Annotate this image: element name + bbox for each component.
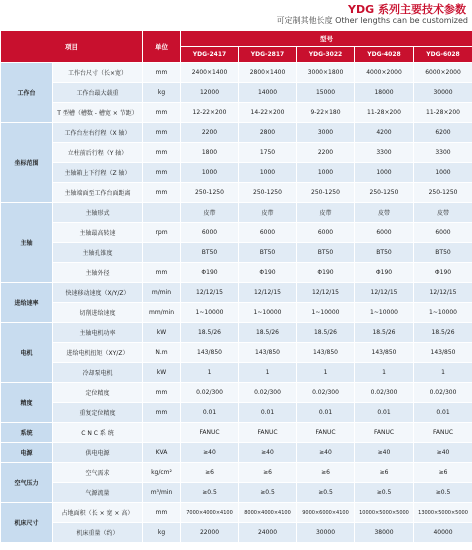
unit-cell: mm <box>143 143 181 163</box>
unit-cell: m³/min <box>143 483 181 503</box>
value-cell: 6000 <box>181 223 239 243</box>
unit-cell: KVA <box>143 443 181 463</box>
value-cell: 30000 <box>414 83 472 103</box>
param-label: 主轴形式 <box>53 203 143 223</box>
value-cell: 6200 <box>414 123 472 143</box>
value-cell: 1000 <box>355 163 414 183</box>
value-cell: 250-1250 <box>355 183 414 203</box>
value-cell: ≥0.5 <box>239 483 297 503</box>
category-cell: 精度 <box>1 383 53 423</box>
value-cell: 250-1250 <box>297 183 355 203</box>
category-cell: 空气压力 <box>1 463 53 503</box>
value-cell: 0.01 <box>239 403 297 423</box>
value-cell: 0.01 <box>355 403 414 423</box>
value-cell: 1000 <box>181 163 239 183</box>
category-cell: 进给速率 <box>1 283 53 323</box>
table-row <box>1 103 472 123</box>
param-label: 机床重量（约） <box>53 523 143 543</box>
param-label: 定位精度 <box>53 383 143 403</box>
value-cell: 18.5/26 <box>239 323 297 343</box>
value-cell: ≥0.5 <box>181 483 239 503</box>
value-cell: Φ190 <box>239 263 297 283</box>
unit-cell <box>143 203 181 223</box>
category-cell: 电源 <box>1 443 53 463</box>
value-cell: 40000 <box>414 523 472 543</box>
value-cell: 1~10000 <box>239 303 297 323</box>
table-row <box>1 503 472 523</box>
unit-cell: mm <box>143 123 181 143</box>
value-cell: 1~10000 <box>414 303 472 323</box>
table-row <box>1 183 472 203</box>
value-cell: 12000 <box>181 83 239 103</box>
value-cell: 22000 <box>181 523 239 543</box>
table-row <box>1 243 472 263</box>
value-cell: 18.5/26 <box>355 323 414 343</box>
spec-table-body <box>1 63 472 543</box>
value-cell: 皮带 <box>239 203 297 223</box>
table-row <box>1 143 472 163</box>
param-label: 重复定位精度 <box>53 403 143 423</box>
value-cell: 3300 <box>414 143 472 163</box>
value-cell: Φ190 <box>414 263 472 283</box>
table-row <box>1 323 472 343</box>
unit-cell: m/min <box>143 283 181 303</box>
unit-cell: mm/min <box>143 303 181 323</box>
value-cell: 0.02/300 <box>355 383 414 403</box>
category-cell: 机床尺寸 <box>1 503 53 543</box>
value-cell: 0.01 <box>414 403 472 423</box>
value-cell: 8000×4000×4100 <box>239 503 297 523</box>
unit-cell: kW <box>143 363 181 383</box>
value-cell: FANUC <box>355 423 414 443</box>
value-cell: 250-1250 <box>181 183 239 203</box>
value-cell: 18.5/26 <box>414 323 472 343</box>
category-cell: 工作台 <box>1 63 53 123</box>
value-cell: 143/850 <box>355 343 414 363</box>
value-cell: BT50 <box>239 243 297 263</box>
value-cell: 1750 <box>239 143 297 163</box>
value-cell: 1000 <box>414 163 472 183</box>
header-model: 型号 <box>181 31 472 47</box>
table-row <box>1 303 472 323</box>
value-cell: ≥0.5 <box>355 483 414 503</box>
value-cell: ≥40 <box>355 443 414 463</box>
unit-cell: mm <box>143 503 181 523</box>
value-cell: 9-22×180 <box>297 103 355 123</box>
value-cell: 12/12/15 <box>355 283 414 303</box>
param-label: 切削进给速度 <box>53 303 143 323</box>
value-cell: 250-1250 <box>414 183 472 203</box>
page-title: YDG 系列主要技术参数 <box>348 3 466 16</box>
param-label: T 型槽（槽数 - 槽宽 × 节距） <box>53 103 143 123</box>
value-cell: 3000×1800 <box>297 63 355 83</box>
value-cell: ≥40 <box>297 443 355 463</box>
value-cell: 12/12/15 <box>414 283 472 303</box>
value-cell: FANUC <box>414 423 472 443</box>
value-cell: 18000 <box>355 83 414 103</box>
value-cell: 12/12/15 <box>181 283 239 303</box>
param-label: 主轴最高转速 <box>53 223 143 243</box>
value-cell: Φ190 <box>297 263 355 283</box>
value-cell: 2200 <box>297 143 355 163</box>
value-cell: 1000 <box>239 163 297 183</box>
value-cell: 0.02/300 <box>414 383 472 403</box>
value-cell: 250-1250 <box>239 183 297 203</box>
header-item: 项目 <box>1 31 143 63</box>
value-cell: 6000×2000 <box>414 63 472 83</box>
value-cell: 143/850 <box>297 343 355 363</box>
header-unit: 单位 <box>143 31 181 63</box>
value-cell: 6000 <box>239 223 297 243</box>
value-cell: 143/850 <box>414 343 472 363</box>
value-cell: 30000 <box>297 523 355 543</box>
value-cell: 24000 <box>239 523 297 543</box>
value-cell: ≥6 <box>239 463 297 483</box>
param-label: 占地面积（长 × 宽 × 高） <box>53 503 143 523</box>
param-label: 工作台左右行程（X 轴） <box>53 123 143 143</box>
value-cell: 18.5/26 <box>181 323 239 343</box>
value-cell: 2400×1400 <box>181 63 239 83</box>
param-label: 供电电源 <box>53 443 143 463</box>
value-cell: 1 <box>414 363 472 383</box>
table-row <box>1 443 472 463</box>
model-header: YDG-6028 <box>414 47 472 63</box>
table-row <box>1 223 472 243</box>
unit-cell: kW <box>143 323 181 343</box>
unit-cell: mm <box>143 403 181 423</box>
param-label: 空气需求 <box>53 463 143 483</box>
param-label: 主轴箱上下行程（Z 轴） <box>53 163 143 183</box>
value-cell: BT50 <box>297 243 355 263</box>
table-row <box>1 363 472 383</box>
unit-cell: mm <box>143 103 181 123</box>
unit-cell <box>143 243 181 263</box>
page-subtitle: 可定制其他长度 Other lengths can be customized <box>276 16 468 25</box>
table-row <box>1 63 472 83</box>
model-header: YDG-3022 <box>297 47 355 63</box>
table-row <box>1 83 472 103</box>
model-header: YDG-4028 <box>355 47 414 63</box>
unit-cell: mm <box>143 163 181 183</box>
unit-cell <box>143 423 181 443</box>
value-cell: 12/12/15 <box>239 283 297 303</box>
value-cell: 0.01 <box>181 403 239 423</box>
value-cell: ≥0.5 <box>297 483 355 503</box>
category-cell: 坐标范围 <box>1 123 53 203</box>
value-cell: 1000 <box>297 163 355 183</box>
table-row <box>1 463 472 483</box>
model-header: YDG-2817 <box>239 47 297 63</box>
value-cell: 皮带 <box>181 203 239 223</box>
value-cell: 皮带 <box>414 203 472 223</box>
value-cell: 2200 <box>181 123 239 143</box>
value-cell: BT50 <box>414 243 472 263</box>
value-cell: 7000×4000×4100 <box>181 503 239 523</box>
value-cell: 6000 <box>297 223 355 243</box>
value-cell: 皮带 <box>355 203 414 223</box>
value-cell: 14-22×200 <box>239 103 297 123</box>
value-cell: 18.5/26 <box>297 323 355 343</box>
category-cell: 电机 <box>1 323 53 383</box>
table-row <box>1 263 472 283</box>
value-cell: 6000 <box>355 223 414 243</box>
unit-cell: mm <box>143 63 181 83</box>
table-row <box>1 163 472 183</box>
value-cell: 3000 <box>297 123 355 143</box>
table-header-row <box>1 31 472 47</box>
value-cell: 15000 <box>297 83 355 103</box>
value-cell: 1~10000 <box>355 303 414 323</box>
value-cell: 14000 <box>239 83 297 103</box>
value-cell: Φ190 <box>181 263 239 283</box>
value-cell: 4000×2000 <box>355 63 414 83</box>
table-row <box>1 523 472 543</box>
param-label: 快速移动速度（X/Y/Z） <box>53 283 143 303</box>
table-row <box>1 383 472 403</box>
value-cell: 0.02/300 <box>239 383 297 403</box>
value-cell: ≥6 <box>181 463 239 483</box>
value-cell: 皮带 <box>297 203 355 223</box>
value-cell: 9000×6000×4100 <box>297 503 355 523</box>
value-cell: ≥40 <box>181 443 239 463</box>
value-cell: 0.02/300 <box>297 383 355 403</box>
value-cell: ≥6 <box>355 463 414 483</box>
unit-cell: N.m <box>143 343 181 363</box>
unit-cell: mm <box>143 263 181 283</box>
value-cell: Φ190 <box>355 263 414 283</box>
value-cell: FANUC <box>239 423 297 443</box>
table-row <box>1 123 472 143</box>
unit-cell: mm <box>143 183 181 203</box>
value-cell: 1 <box>297 363 355 383</box>
model-header: YDG-2417 <box>181 47 239 63</box>
value-cell: 1~10000 <box>297 303 355 323</box>
value-cell: 12-22×200 <box>181 103 239 123</box>
value-cell: 0.02/300 <box>181 383 239 403</box>
table-row <box>1 283 472 303</box>
param-label: 工作台尺寸（长×宽） <box>53 63 143 83</box>
value-cell: 10000×5000×5000 <box>355 503 414 523</box>
table-row <box>1 403 472 423</box>
value-cell: 1 <box>181 363 239 383</box>
value-cell: 11-28×200 <box>414 103 472 123</box>
value-cell: BT50 <box>355 243 414 263</box>
value-cell: 2800 <box>239 123 297 143</box>
value-cell: 2800×1400 <box>239 63 297 83</box>
value-cell: 143/850 <box>181 343 239 363</box>
param-label: 立柱前后行程（Y 轴） <box>53 143 143 163</box>
param-label: C N C 系 统 <box>53 423 143 443</box>
param-label: 冷却泵电机 <box>53 363 143 383</box>
page-header <box>0 0 472 30</box>
unit-cell: rpm <box>143 223 181 243</box>
table-row <box>1 343 472 363</box>
value-cell: 1800 <box>181 143 239 163</box>
param-label: 工作台最大载重 <box>53 83 143 103</box>
value-cell: ≥0.5 <box>414 483 472 503</box>
unit-cell: kg <box>143 83 181 103</box>
param-label: 主轴孔锥度 <box>53 243 143 263</box>
value-cell: 4200 <box>355 123 414 143</box>
param-label: 气源流量 <box>53 483 143 503</box>
value-cell: 6000 <box>414 223 472 243</box>
category-cell: 系统 <box>1 423 53 443</box>
value-cell: BT50 <box>181 243 239 263</box>
unit-cell: mm <box>143 383 181 403</box>
param-label: 主轴电机功率 <box>53 323 143 343</box>
value-cell: ≥40 <box>239 443 297 463</box>
unit-cell: kg <box>143 523 181 543</box>
table-row <box>1 203 472 223</box>
param-label: 主轴外径 <box>53 263 143 283</box>
value-cell: ≥6 <box>414 463 472 483</box>
value-cell: 12/12/15 <box>297 283 355 303</box>
value-cell: FANUC <box>297 423 355 443</box>
value-cell: 1 <box>239 363 297 383</box>
value-cell: 1 <box>355 363 414 383</box>
value-cell: 1~10000 <box>181 303 239 323</box>
table-row <box>1 423 472 443</box>
spec-table <box>0 30 472 543</box>
value-cell: 38000 <box>355 523 414 543</box>
value-cell: 0.01 <box>297 403 355 423</box>
param-label: 主轴端面至工作台面距离 <box>53 183 143 203</box>
value-cell: 143/850 <box>239 343 297 363</box>
param-label: 进给电机扭矩（XY/Z） <box>53 343 143 363</box>
value-cell: ≥6 <box>297 463 355 483</box>
value-cell: ≥40 <box>414 443 472 463</box>
value-cell: FANUC <box>181 423 239 443</box>
value-cell: 11-28×200 <box>355 103 414 123</box>
category-cell: 主轴 <box>1 203 53 283</box>
table-row <box>1 483 472 503</box>
unit-cell: kg/cm² <box>143 463 181 483</box>
value-cell: 3300 <box>355 143 414 163</box>
value-cell: 13000×5000×5000 <box>414 503 472 523</box>
